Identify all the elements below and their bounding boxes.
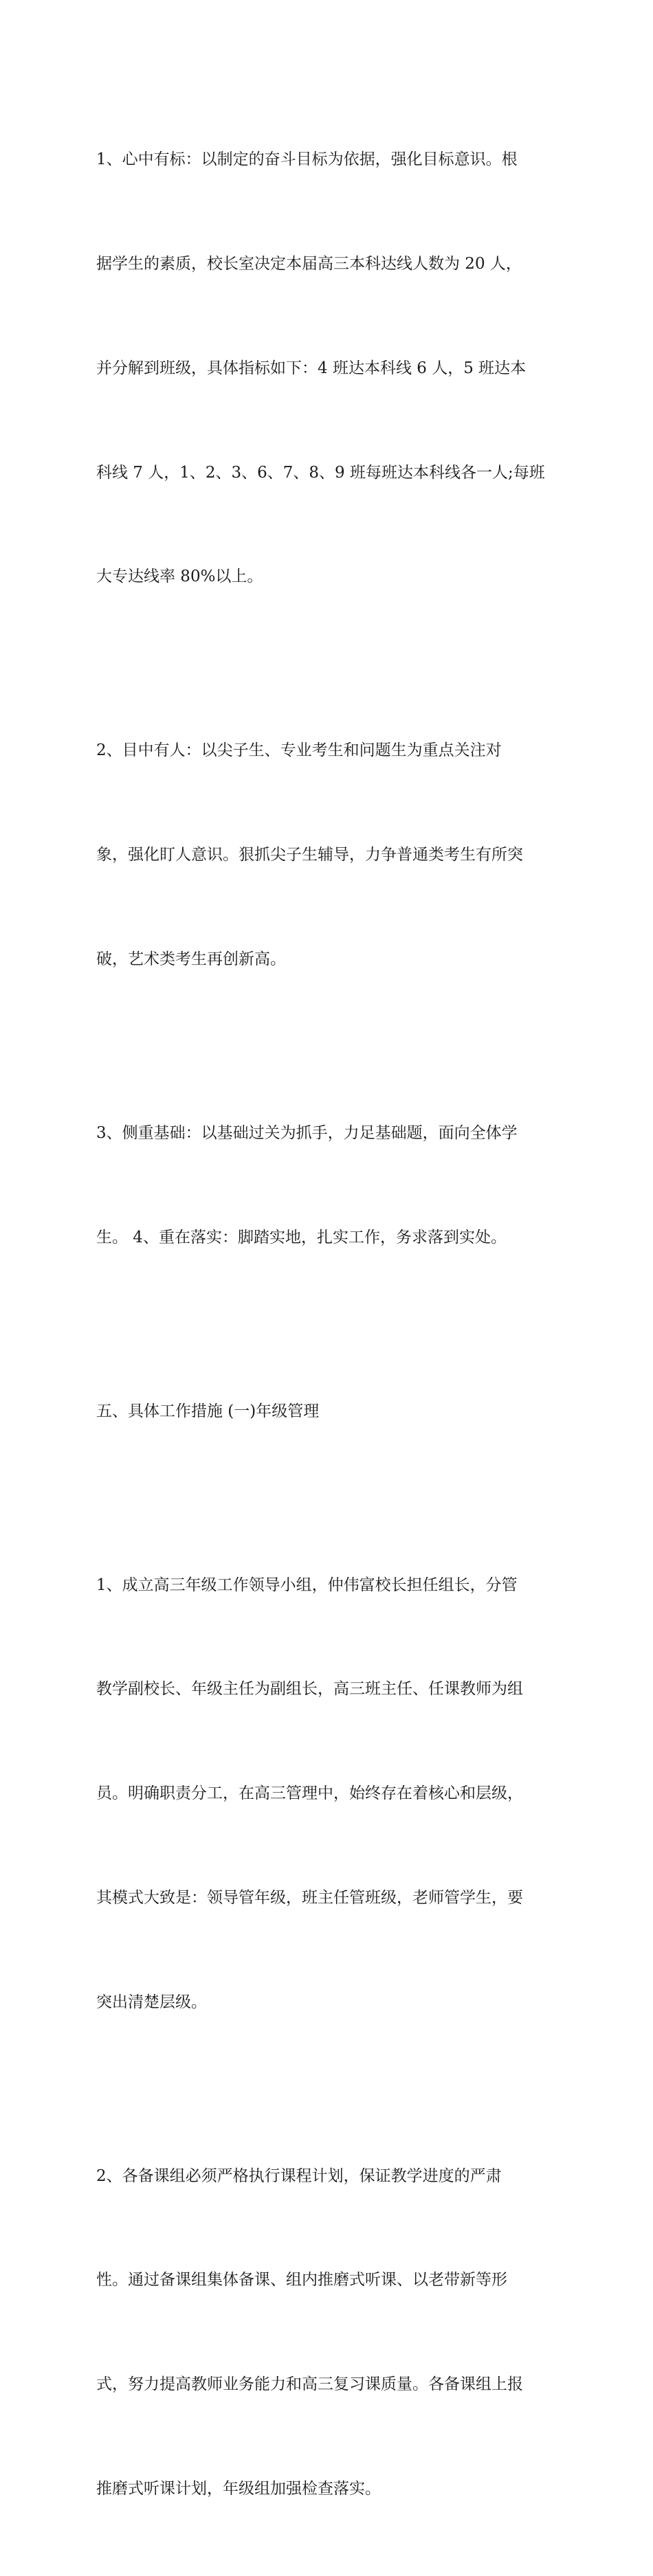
text-line: 其模式大致是：领导管年级，班主任管班级，老师管学生，要 <box>96 1888 523 1907</box>
paragraph-lesson-groups <box>96 2089 564 2575</box>
text-line: 生。 4、重在落实：脚踏实地，扎实工作，务求落到实处。 <box>96 1228 507 1246</box>
text-line: 教学副校长、年级主任为副组长，高三班主任、任课教师为组 <box>96 1680 523 1699</box>
section-heading <box>96 1324 564 1498</box>
text-line: 推磨式听课计划，年级组加强检查落实。 <box>96 2479 381 2498</box>
paragraph-basics-implementation <box>96 1046 564 1325</box>
paragraph-goal-targets <box>96 73 564 664</box>
text-line: 象，强化盯人意识。狠抓尖子生辅导，力争普通类考生有所突 <box>96 846 523 864</box>
text-line: 式，努力提高教师业务能力和高三复习课质量。各备课组上报 <box>96 2375 523 2394</box>
text-line: 大专达线率 80%以上。 <box>96 568 263 586</box>
document-body <box>96 73 564 2576</box>
text-line: 2、各备课组必须严格执行课程计划，保证教学进度的严肃 <box>96 2166 502 2185</box>
text-line: 据学生的素质，校长室决定本届高三本科达线人数为 20 人， <box>96 254 522 273</box>
text-line: 1、成立高三年级工作领导小组，仲伟富校长担任组长，分管 <box>96 1576 518 1594</box>
text-line: 员。明确职责分工，在高三管理中，始终存在着核心和层级， <box>96 1784 523 1803</box>
paragraph-focus-students <box>96 664 564 1046</box>
paragraph-leadership-group <box>96 1498 564 2089</box>
text-line: 2、目中有人：以尖子生、专业考生和问题生为重点关注对 <box>96 741 502 760</box>
text-line: 突出清楚层级。 <box>96 1993 207 2011</box>
text-line: 破，艺术类考生再创新高。 <box>96 950 286 968</box>
text-line: 科线 7 人，1、2、3、6、7、8、9 班每班达本科线各一人;每班 <box>96 463 545 482</box>
heading-line: 五、具体工作措施 (一)年级管理 <box>96 1402 320 1420</box>
text-line: 性。通过备课组集体备课、组内推磨式听课、以老带新等形 <box>96 2271 507 2289</box>
text-line: 并分解到班级，具体指标如下：4 班达本科线 6 人，5 班达本 <box>96 359 527 377</box>
text-line: 1、心中有标：以制定的奋斗目标为依据，强化目标意识。根 <box>96 150 518 169</box>
text-line: 3、侧重基础：以基础过关为抓手，力足基础题，面向全体学 <box>96 1123 518 1142</box>
